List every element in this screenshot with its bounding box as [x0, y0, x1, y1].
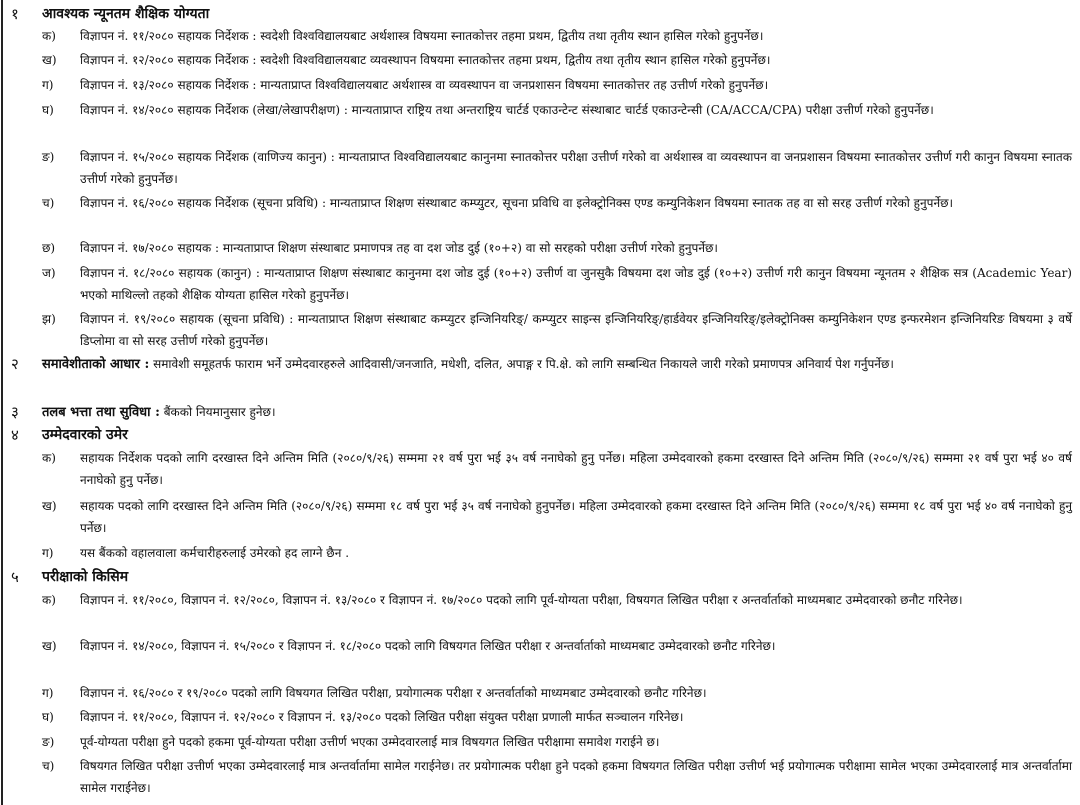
- section-number: ५: [11, 568, 19, 586]
- item-letter: ज): [42, 266, 56, 280]
- item-text: विज्ञापन नं. ११/२०८०, विज्ञापन नं. १२/२०८० र विज्ञापन नं. १३/२०८० पदको लिखित परीक्षा संयुक्त परीक्षा प्रणाली मार्फत सञ्चालन गरिनेछ।: [80, 710, 684, 724]
- item-letter: ग): [42, 686, 54, 700]
- section-heading: उम्मेदवारको उमेर: [42, 427, 128, 443]
- section-heading: तलब भत्ता तथा सुविधा :: [42, 405, 160, 420]
- item-text: विज्ञापन नं. १७/२०८० सहायक : मान्यताप्राप्त शिक्षण संस्थाबाट प्रमाणपत्र तह वा दश जोड दुई (१०+२) वा सो सरहको परीक्षा उत्तीर्ण गरेको हुनुपर्नेछ।: [80, 241, 718, 255]
- item-text: विज्ञापन नं. १८/२०८० सहायक (कानुन) : मान्यताप्राप्त शिक्षण संस्थाबाट कानुनमा दश जोड दुई (१०+२) उत्तीर्ण वा जुनसुकै विषयमा दश जोड दुई (१०+२) उत्तीर्ण गरी कानुन विषयमा न्यूनतम २ शैक्षिक सत्र (Academic Year) भएको माथिल्लो तहको शैक्षिक योग्यता हासिल गरेको हुनुपर्नेछ।: [80, 266, 1072, 302]
- item-letter: छ): [42, 241, 56, 255]
- section-heading: आवश्यक न्यूनतम शैक्षिक योग्यता: [42, 6, 210, 22]
- item-letter: झ): [42, 312, 56, 326]
- item-text: विज्ञापन नं. १६/२०८० सहायक निर्देशक (सूचना प्रविधि) : मान्यताप्राप्त शिक्षण संस्थाबाट कम्प्युटर, सूचना प्रविधि वा इलेक्ट्रोनिक्स एण्ड कम्युनिकेशन विषयमा स्नातक तह वा सो सरह उत्तीर्ण गरेको हुनुपर्नेछ।: [80, 196, 954, 210]
- item-letter: ग): [42, 546, 54, 560]
- left-margin-rule: [1, 0, 3, 805]
- item-text: पूर्व-योग्यता परीक्षा हुने पदको हकमा पूर्व-योग्यता परीक्षा उत्तीर्ण भएका उम्मेदवारलाई मात्र विषयगत लिखित परीक्षामा समावेश गराईने छ।: [80, 735, 660, 749]
- item-letter: ख): [42, 639, 57, 653]
- item-text: विज्ञापन नं. १९/२०८० सहायक (सूचना प्रविधि) : मान्यताप्राप्त शिक्षण संस्थाबाट कम्प्युटर इन्जिनियरिङ्/ कम्प्युटर साइन्स इन्जिनियरिङ्/हार्डवेयर इन्जिनियरिङ्/इलेक्ट्रोनिक्स कम्युनिकेशन एण्ड इन्फरमेशन इन्जिनियरिङ विषयमा ३ वर्षे डिप्लोमा वा सो सरह उत्तीर्ण गरेको हुनुपर्नेछ।: [80, 312, 1072, 348]
- item-letter: च): [42, 196, 55, 210]
- item-text: विज्ञापन नं. १६/२०८० र १९/२०८० पदको लागि विषयगत लिखित परीक्षा, प्रयोगात्मक परीक्षा र अन्तर्वार्ताको माध्यमबाट उम्मेदवारको छनौट गरिनेछ।: [80, 686, 707, 700]
- item-letter: ग): [42, 78, 54, 92]
- section-heading: समावेशीताको आधार :: [42, 357, 150, 372]
- item-text: विज्ञापन नं. १२/२०८० सहायक निर्देशक : स्वदेशी विश्वविद्यालयबाट व्यवस्थापन विषयमा स्नातकोत्तर तहमा प्रथम, द्वितीय तथा तृतीय स्थान हासिल गरेको हुनुपर्नेछ।: [80, 53, 771, 67]
- item-letter: घ): [42, 710, 54, 724]
- item-text: सहायक निर्देशक पदको लागि दरखास्त दिने अन्तिम मिति (२०८०/९/२६) सम्ममा २१ वर्ष पुरा भई ३५ वर्ष ननाघेको हुनु पर्नेछ। महिला उम्मेदवारको हकमा दरखास्त दिने अन्तिम मिति (२०८०/९/२६) सम्ममा २१ वर्ष पुरा भई ४० वर्ष ननाघेको हुनु पर्नेछ।: [80, 451, 1072, 487]
- section-body: बैंकको नियमानुसार हुनेछ।: [163, 405, 276, 419]
- section-number: २: [11, 355, 19, 373]
- item-text: विज्ञापन नं. ११/२०८०, विज्ञापन नं. १२/२०८०, विज्ञापन नं. १३/२०८० र विज्ञापन नं. १७/२०८० पदको लागि पूर्व-योग्यता परीक्षा, विषयगत लिखित परीक्षा र अन्तर्वार्ताको माध्यमबाट उम्मेदवारको छनौट गरिनेछ।: [80, 593, 963, 607]
- item-letter: ङ): [42, 150, 55, 164]
- item-letter: ङ): [42, 735, 55, 749]
- item-letter: ख): [42, 53, 57, 67]
- section-heading: परीक्षाको किसिम: [42, 569, 129, 585]
- item-letter: क): [42, 451, 56, 465]
- section-number: १: [11, 5, 19, 23]
- section-number: ३: [11, 403, 19, 421]
- item-text: विज्ञापन नं. १४/२०८० सहायक निर्देशक (लेखा/लेखापरीक्षण) : मान्यताप्राप्त राष्ट्रिय तथा अन्तराष्ट्रिय चार्टर्ड एकाउन्टेन्ट संस्थाबाट चार्टर्ड एकाउन्टेन्सी (CA/ACCA/CPA) परीक्षा उत्तीर्ण गरेको हुनुपर्नेछ।: [80, 103, 934, 117]
- item-text: विज्ञापन नं. १४/२०८०, विज्ञापन नं. १५/२०८० र विज्ञापन नं. १८/२०८० पदको लागि विषयगत लिखित परीक्षा र अन्तर्वार्ताको माध्यमबाट उम्मेदवारको छनौट गरिनेछ।: [80, 639, 776, 653]
- item-text: विषयगत लिखित परीक्षा उत्तीर्ण भएका उम्मेदवारलाई मात्र अन्तर्वार्तामा सामेल गराईनेछ। तर प्रयोगात्मक परीक्षा हुने पदको हकमा विषयगत लिखित परीक्षा उत्तीर्ण भई प्रयोगात्मक परीक्षामा सामेल भएका उम्मेदवारलाई मात्र अन्तर्वार्तामा सामेल गराईनेछ।: [80, 759, 1072, 795]
- item-text: विज्ञापन नं. १३/२०८० सहायक निर्देशक : मान्यताप्राप्त विश्वविद्यालयबाट अर्थशास्त्र वा व्यवस्थापन वा जनप्रशासन विषयमा स्नातकोत्तर तह उत्तीर्ण गरेको हुनुपर्नेछ।: [80, 78, 769, 92]
- item-letter: क): [42, 29, 56, 43]
- item-text: विज्ञापन नं. १५/२०८० सहायक निर्देशक (वाणिज्य कानुन) : मान्यताप्राप्त विश्वविद्यालयबाट कानुनमा स्नातकोत्तर परीक्षा उत्तीर्ण गरेको वा अर्थशास्त्र वा व्यवस्थापन वा जनप्रशासन विषयमा स्नातकोत्तर उत्तीर्ण गरी कानुन विषयमा स्नातक उत्तीर्ण गरेको हुनुपर्नेछ।: [80, 150, 1072, 186]
- section-paragraph: [42, 401, 1072, 424]
- item-letter: ख): [42, 499, 57, 513]
- section-paragraph: [42, 353, 1072, 376]
- item-text: सहायक पदको लागि दरखास्त दिने अन्तिम मिति (२०८०/९/२६) सम्ममा १८ वर्ष पुरा भई ३५ वर्ष ननाघेको हुनुपर्नेछ। महिला उम्मेदवारको हकमा दरखास्त दिने अन्तिम मिति (२०८०/९/२६) सम्ममा १८ वर्ष पुरा भई ४० वर्ष ननाघेको हुनु पर्नेछ।: [80, 499, 1072, 535]
- item-text: विज्ञापन नं. ११/२०८० सहायक निर्देशक : स्वदेशी विश्वविद्यालयबाट अर्थशास्त्र विषयमा स्नातकोत्तर तहमा प्रथम, द्वितीय तथा तृतीय स्थान हासिल गरेको हुनुपर्नेछ।: [80, 29, 764, 43]
- section-number: ४: [11, 426, 19, 444]
- item-letter: घ): [42, 103, 54, 117]
- item-letter: च): [42, 759, 55, 773]
- section-body: समावेशी समूहतर्फ फाराम भर्ने उम्मेदवारहरुले आदिवासी/जनजाति, मधेशी, दलित, अपाङ्ग र पि.क्षे. को लागि सम्बन्धित निकायले जारी गरेको प्रमाणपत्र अनिवार्य पेश गर्नुपर्नेछ।: [153, 357, 894, 371]
- item-text: यस बैंकको वहालवाला कर्मचारीहरुलाई उमेरको हद लाग्ने छैन .: [80, 546, 350, 560]
- item-letter: क): [42, 593, 56, 607]
